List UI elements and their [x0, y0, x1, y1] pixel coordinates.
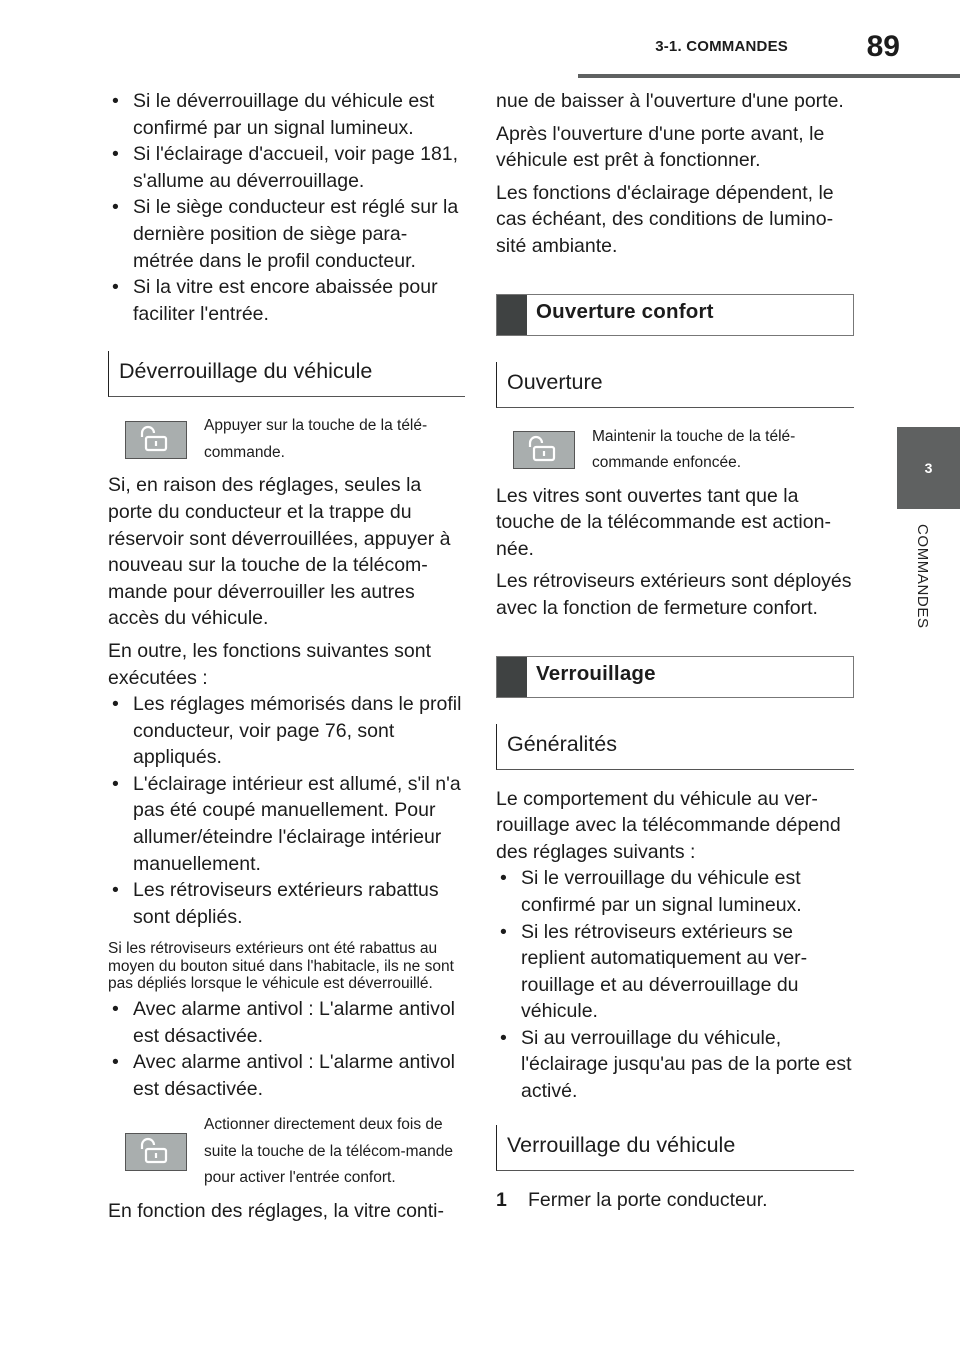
- paragraph: Les vitres sont ouvertes tant que la touche de la télécommande est action-née.: [496, 484, 831, 560]
- chapter-label: COMMANDES: [914, 524, 931, 629]
- remote-instruction-text: Appuyer sur la touche de la télé-commande.: [204, 417, 428, 461]
- running-header-title: 3-1. COMMANDES: [655, 38, 788, 55]
- paragraph: Après l'ouverture d'une porte avant, le véhicule est prêt à fonctionner.: [496, 122, 825, 172]
- paragraph: En fonction des réglages, la vitre conti-: [108, 1199, 445, 1222]
- unlock-key-icon: [513, 431, 575, 469]
- paragraph: Les fonctions d'éclairage dépendent, le cas échéant, des conditions de lumino-sité ambiante.: [496, 181, 834, 257]
- list-item: • Si les rétroviseurs extérieurs se replient automatiquement au ver-rouillage et au déverrouillage du véhicule.: [500, 920, 808, 1023]
- paragraph: En outre, les fonctions suivantes sont exécutées :: [108, 639, 432, 689]
- remote-instruction-row: [108, 1112, 465, 1192]
- unlock-key-icon: [125, 1133, 187, 1171]
- section-title: Verrouillage: [536, 661, 656, 685]
- list-item: • Si l'éclairage d'accueil, voir page 181, s'allume au déverrouillage.: [112, 143, 459, 192]
- header-rule: [578, 74, 960, 78]
- list-item: • Si la vitre est encore abaissée pour faciliter l'entrée.: [112, 276, 438, 325]
- step-item: [496, 1187, 854, 1214]
- right-column: [496, 88, 854, 1213]
- step-text: Fermer la porte conducteur.: [528, 1188, 768, 1211]
- heading-general: Généralités: [496, 724, 854, 770]
- section-title: Ouverture confort: [536, 299, 714, 323]
- section-locking: [496, 656, 854, 698]
- heading-opening: Ouverture: [496, 362, 854, 408]
- paragraph: Le comportement du véhicule au ver-rouillage avec la télécommande dépend des réglages suivants :: [496, 787, 841, 863]
- section-comfort-opening: [496, 294, 854, 336]
- heading-unlock-vehicle: Déverrouillage du véhicule: [108, 351, 465, 397]
- section-bar: [497, 657, 527, 697]
- heading-lock-vehicle: Verrouillage du véhicule: [496, 1125, 854, 1171]
- list-item: • Si le déverrouillage du véhicule est confirmé par un signal lumineux.: [112, 90, 435, 139]
- unlock-key-icon: [125, 421, 187, 459]
- bullet-list-functions: [108, 691, 465, 930]
- step-number: 1: [496, 1188, 507, 1211]
- note-mirrors: Si les rétroviseurs extérieurs ont été rabattus au moyen du bouton situé dans l'habitacle, ils ne sont pas dépliés lorsque le véhicule est déverrouillé.: [108, 940, 454, 992]
- list-item: • Avec alarme antivol : L'alarme antivol est désactivée.: [112, 998, 456, 1047]
- paragraph: Les rétroviseurs extérieurs sont déployés avec la fonction de fermeture confort.: [496, 570, 852, 619]
- bullet-list-locking: [496, 865, 854, 1104]
- list-item: • L'éclairage intérieur est allumé, s'il n'a pas été coupé manuellement. Pour allumer/éteindre l'éclairage intérieur manuellement.: [112, 772, 461, 875]
- remote-instruction-row: [108, 413, 465, 466]
- left-column: [108, 88, 465, 1231]
- paragraph: Si, en raison des réglages, seules la porte du conducteur et la trappe du réservoir sont déverrouillées, appuyer à nouveau sur la touche de la télécom-mande pour déverrouiller les autres accès du véhicule.: [108, 474, 451, 630]
- list-item: • Si au verrouillage du véhicule, l'éclairage jusqu'au pas de la porte est activé.: [500, 1026, 852, 1103]
- bullet-list-unlock-options: [108, 88, 465, 327]
- remote-instruction-text: Actionner directement deux fois de suite la touche de la télécom-mande pour activer l'entrée confort.: [204, 1116, 454, 1187]
- list-item: • Si le verrouillage du véhicule est confirmé par un signal lumineux.: [500, 867, 802, 916]
- chapter-tab: 3: [897, 427, 960, 509]
- list-item: • Les réglages mémorisés dans le profil conducteur, voir page 76, sont appliqués.: [112, 693, 462, 769]
- remote-instruction-row: [496, 424, 854, 477]
- section-bar: [497, 295, 527, 335]
- list-item: • Avec alarme antivol : L'alarme antivol est désactivée.: [112, 1051, 456, 1100]
- bullet-list-alarm: [108, 996, 465, 1102]
- list-item: • Les rétroviseurs extérieurs rabattus sont dépliés.: [112, 879, 439, 928]
- list-item: • Si le siège conducteur est réglé sur la dernière position de siège para-métrée dans le profil conducteur.: [112, 196, 459, 272]
- page-number: 89: [866, 30, 900, 63]
- paragraph: nue de baisser à l'ouverture d'une porte.: [496, 90, 844, 112]
- remote-instruction-text: Maintenir la touche de la télé-commande enfoncée.: [592, 427, 796, 472]
